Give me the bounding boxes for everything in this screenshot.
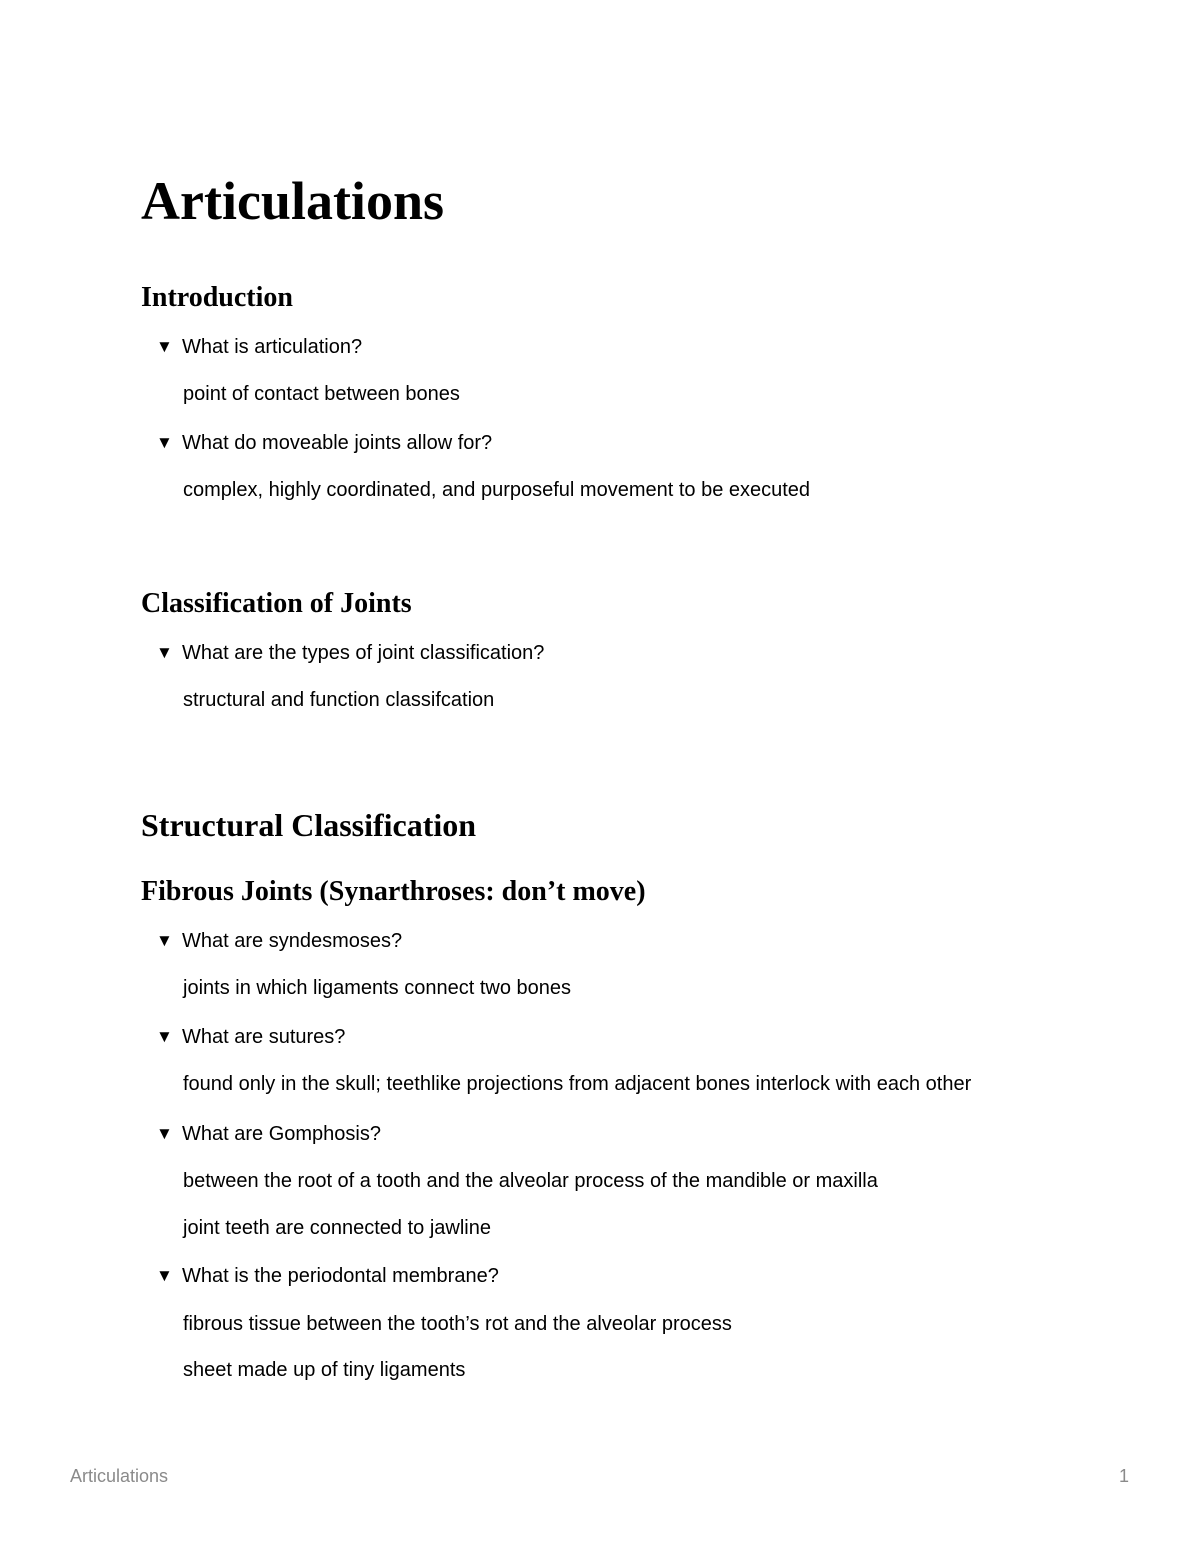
triangle-down-icon[interactable]: ▼ bbox=[156, 1124, 173, 1143]
page-title: Articulations bbox=[141, 171, 444, 231]
question-text: What is articulation? bbox=[182, 336, 363, 358]
toggle-question[interactable] bbox=[156, 928, 402, 954]
question-text: What are sutures? bbox=[182, 1026, 346, 1048]
toggle-question[interactable] bbox=[156, 334, 362, 360]
question-text: What are the types of joint classification? bbox=[182, 642, 545, 664]
toggle-question[interactable] bbox=[156, 640, 544, 666]
answer-text: found only in the skull; teethlike projections from adjacent bones interlock with each other bbox=[183, 1073, 972, 1095]
answer-text: sheet made up of tiny ligaments bbox=[183, 1359, 466, 1381]
answer-text: structural and function classifcation bbox=[183, 689, 495, 711]
toggle-question[interactable] bbox=[156, 1024, 345, 1050]
question-text: What are Gomphosis? bbox=[182, 1123, 381, 1145]
section-heading-structural-classification: Structural Classification bbox=[141, 807, 477, 843]
section-heading-introduction: Introduction bbox=[141, 282, 293, 313]
answer-text: between the root of a tooth and the alveolar process of the mandible or maxilla bbox=[183, 1170, 878, 1192]
answer-text: joints in which ligaments connect two bones bbox=[183, 977, 571, 999]
section-heading-fibrous-joints: Fibrous Joints (Synarthroses: don’t move) bbox=[141, 876, 646, 907]
question-text: What is the periodontal membrane? bbox=[182, 1265, 499, 1287]
footer-page-number: 1 bbox=[1118, 1466, 1129, 1486]
triangle-down-icon[interactable]: ▼ bbox=[156, 643, 173, 662]
toggle-question[interactable] bbox=[156, 1263, 499, 1289]
question-text: What do moveable joints allow for? bbox=[182, 432, 493, 454]
toggle-question[interactable] bbox=[156, 1121, 381, 1147]
triangle-down-icon[interactable]: ▼ bbox=[156, 1266, 173, 1285]
triangle-down-icon[interactable]: ▼ bbox=[156, 337, 173, 356]
triangle-down-icon[interactable]: ▼ bbox=[156, 1027, 173, 1046]
answer-text: fibrous tissue between the tooth’s rot and the alveolar process bbox=[183, 1313, 732, 1335]
section-heading-classification-of-joints: Classification of Joints bbox=[141, 588, 412, 619]
question-text: What are syndesmoses? bbox=[182, 930, 403, 952]
triangle-down-icon[interactable]: ▼ bbox=[156, 433, 173, 452]
toggle-question[interactable] bbox=[156, 430, 492, 456]
answer-text: complex, highly coordinated, and purposeful movement to be executed bbox=[183, 479, 811, 501]
footer-document-title: Articulations bbox=[70, 1466, 169, 1486]
answer-text: point of contact between bones bbox=[183, 383, 460, 405]
answer-text: joint teeth are connected to jawline bbox=[183, 1217, 491, 1239]
triangle-down-icon[interactable]: ▼ bbox=[156, 931, 173, 950]
